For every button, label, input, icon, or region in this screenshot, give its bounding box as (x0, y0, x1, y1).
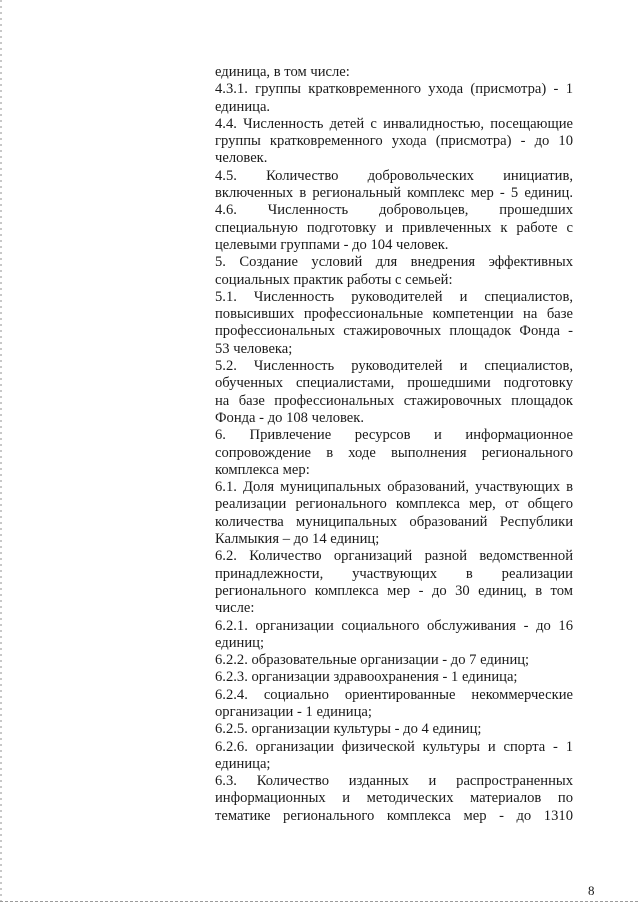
document-text-column (215, 64, 573, 825)
text-line: комплекса мер: (215, 461, 310, 478)
text-line: 53 человека; (215, 340, 293, 357)
text-line: 5.1. Численность руководителей и специалистов, (215, 288, 573, 305)
text-line: сопровождение в ходе выполнения регионального (215, 444, 573, 461)
text-line: 4.4. Численность детей с инвалидностью, посещающие (215, 115, 573, 132)
page-number: 8 (588, 883, 595, 898)
text-line: числе: (215, 600, 255, 617)
scan-edge-left (0, 0, 2, 905)
text-line: единица; (215, 755, 271, 772)
text-line: количества муниципальных образований Республики (215, 513, 573, 530)
text-line: 6.2. Количество организаций разной ведомственной (215, 548, 573, 565)
text-line: Фонда - до 108 человек. (215, 409, 365, 426)
text-line: профессиональных стажировочных площадок Фонда - (215, 323, 573, 340)
text-line: группы кратковременного ухода (присмотра) - до 10 (215, 133, 573, 150)
text-line: обученных специалистами, прошедшими подготовку (215, 375, 573, 392)
text-line: 6.2.3. организации здравоохранения - 1 единица; (215, 669, 518, 686)
text-line: единица, в том числе: (215, 64, 350, 80)
text-line: единиц; (215, 634, 265, 651)
text-line: 6.1. Доля муниципальных образований, участвующих в (215, 479, 573, 496)
text-line: социальных практик работы с семьей: (215, 271, 453, 288)
text-line: реализации регионального комплекса мер, от общего (215, 496, 573, 513)
text-line: 6.2.4. социально ориентированные некоммерческие (215, 686, 573, 703)
text-line: 6. Привлечение ресурсов и информационное (215, 427, 573, 444)
text-line: единица. (215, 98, 271, 115)
text-line: 6.2.5. организации культуры - до 4 единиц; (215, 721, 482, 738)
text-line: 6.2.2. образовательные организации - до 7 единиц; (215, 652, 530, 669)
text-line: организации - 1 единица; (215, 703, 372, 720)
text-line: включенных в региональный комплекс мер - 5 единиц. (215, 185, 573, 202)
text-line: 5. Создание условий для внедрения эффективных (215, 254, 573, 271)
text-line: 6.3. Количество изданных и распространенных (215, 773, 573, 790)
text-line: повысивших профессиональные компетенции на базе (215, 306, 573, 323)
text-line: 6.2.6. организации физической культуры и спорта - 1 (215, 738, 573, 755)
text-line: 5.2. Численность руководителей и специалистов, (215, 358, 573, 375)
text-line: тематике регионального комплекса мер - до 1310 (215, 807, 573, 824)
text-line: 4.6. Численность добровольцев, прошедших (215, 202, 573, 219)
text-line: принадлежности, участвующих в реализации (215, 565, 573, 582)
text-line: 6.2.1. организации социального обслуживания - до 16 (215, 617, 573, 634)
text-line: человек. (215, 150, 268, 167)
text-line: 4.5. Количество добровольческих инициатив, (215, 167, 573, 184)
footer-rule (0, 901, 640, 902)
text-line: информационных и методических материалов по (215, 790, 573, 807)
text-line: целевыми группами - до 104 человек. (215, 236, 449, 253)
text-line: на базе профессиональных стажировочных площадок (215, 392, 573, 409)
text-line: Калмыкия – до 14 единиц; (215, 531, 380, 548)
text-line: 4.3.1. группы кратковременного ухода (присмотра) - 1 (215, 81, 573, 98)
text-line: регионального комплекса мер - до 30 единиц, в том (215, 582, 573, 599)
text-line: специальную подготовку и привлеченных к работе с (215, 219, 573, 236)
